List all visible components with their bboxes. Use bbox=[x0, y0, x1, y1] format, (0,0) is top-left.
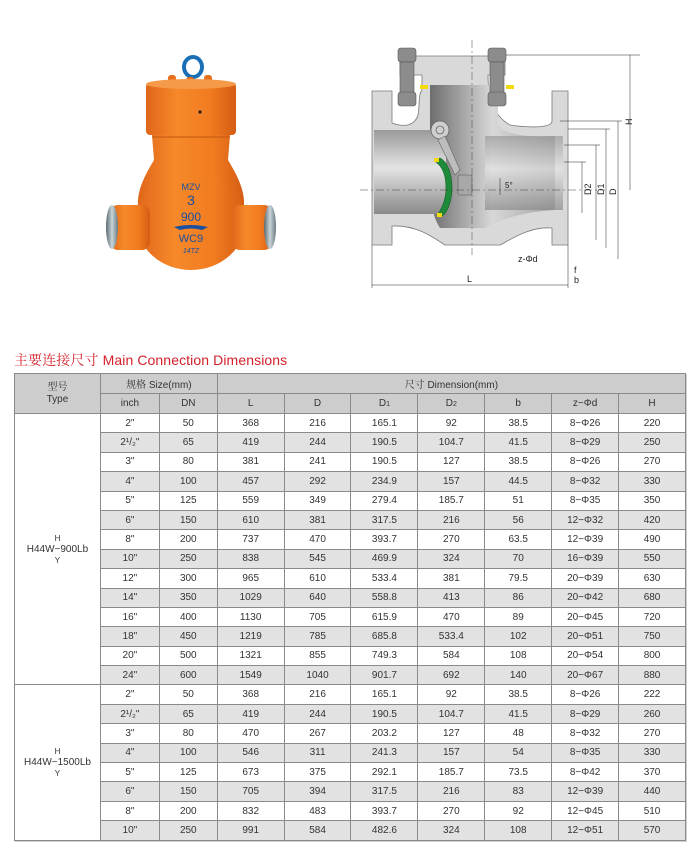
cell-b: 56 bbox=[485, 510, 552, 529]
cell-d2: 157 bbox=[418, 743, 485, 762]
cell-inch: 5" bbox=[100, 763, 159, 782]
cell-d1: 190.5 bbox=[351, 433, 418, 452]
cell-zd: 8−Φ26 bbox=[552, 452, 619, 471]
cell-h: 270 bbox=[619, 452, 686, 471]
cell-inch: 14" bbox=[100, 588, 159, 607]
cell-inch: 10" bbox=[100, 549, 159, 568]
cell-b: 70 bbox=[485, 549, 552, 568]
type-bottom: Y bbox=[54, 555, 61, 565]
cell-d1: 317.5 bbox=[351, 510, 418, 529]
cell-b: 38.5 bbox=[485, 414, 552, 433]
type-cell bbox=[15, 685, 101, 840]
cell-h: 630 bbox=[619, 569, 686, 588]
cell-dn: 125 bbox=[159, 491, 217, 510]
cell-dn: 350 bbox=[159, 588, 217, 607]
cell-dn: 80 bbox=[159, 724, 217, 743]
table-row bbox=[15, 472, 686, 491]
dimensions-table bbox=[14, 373, 686, 841]
header-d2: D2 bbox=[418, 394, 485, 414]
cell-d2: 104.7 bbox=[418, 433, 485, 452]
cell-inch: 2" bbox=[100, 685, 159, 704]
cell-d1: 393.7 bbox=[351, 530, 418, 549]
cell-d2: 127 bbox=[418, 724, 485, 743]
header-size: 规格 Size(mm) bbox=[100, 374, 217, 394]
cell-l: 368 bbox=[217, 685, 284, 704]
cell-b: 73.5 bbox=[485, 763, 552, 782]
cell-l: 470 bbox=[217, 724, 284, 743]
marking-material: WC9 bbox=[178, 233, 204, 245]
cell-inch: 18" bbox=[100, 627, 159, 646]
cell-zd: 12−Φ45 bbox=[552, 801, 619, 820]
header-d1: D1 bbox=[351, 394, 418, 414]
marking-class: 900 bbox=[180, 210, 202, 224]
cell-d: 216 bbox=[284, 685, 351, 704]
cell-zd: 20−Φ45 bbox=[552, 607, 619, 626]
cell-inch: 3" bbox=[100, 452, 159, 471]
cell-dn: 80 bbox=[159, 452, 217, 471]
cell-h: 570 bbox=[619, 821, 686, 840]
cell-d2: 92 bbox=[418, 414, 485, 433]
cell-zd: 12−Φ51 bbox=[552, 821, 619, 840]
cell-d1: 190.5 bbox=[351, 704, 418, 723]
cell-dn: 250 bbox=[159, 821, 217, 840]
cell-d2: 270 bbox=[418, 530, 485, 549]
cell-d1: 482.6 bbox=[351, 821, 418, 840]
table-row bbox=[15, 763, 686, 782]
cell-d1: 901.7 bbox=[351, 666, 418, 685]
cell-d1: 469.9 bbox=[351, 549, 418, 568]
dim-d-label: D bbox=[608, 188, 618, 195]
cell-l: 368 bbox=[217, 414, 284, 433]
cell-zd: 8−Φ32 bbox=[552, 472, 619, 491]
cell-l: 673 bbox=[217, 763, 284, 782]
cell-zd: 20−Φ54 bbox=[552, 646, 619, 665]
cell-b: 108 bbox=[485, 821, 552, 840]
cell-l: 838 bbox=[217, 549, 284, 568]
cell-d: 610 bbox=[284, 569, 351, 588]
cell-h: 490 bbox=[619, 530, 686, 549]
dim-d1-label: D1 bbox=[596, 183, 606, 195]
cell-d2: 470 bbox=[418, 607, 485, 626]
cell-inch: 8" bbox=[100, 530, 159, 549]
cell-zd: 8−Φ42 bbox=[552, 763, 619, 782]
cell-dn: 125 bbox=[159, 763, 217, 782]
cell-inch: 16" bbox=[100, 607, 159, 626]
cell-b: 92 bbox=[485, 801, 552, 820]
cell-l: 965 bbox=[217, 569, 284, 588]
cell-d1: 749.3 bbox=[351, 646, 418, 665]
cell-inch: 2¹/₂" bbox=[100, 704, 159, 723]
cell-l: 1130 bbox=[217, 607, 284, 626]
cell-dn: 400 bbox=[159, 607, 217, 626]
cell-dn: 150 bbox=[159, 510, 217, 529]
cell-dn: 200 bbox=[159, 530, 217, 549]
cell-d1: 165.1 bbox=[351, 414, 418, 433]
cell-b: 63.5 bbox=[485, 530, 552, 549]
cell-h: 880 bbox=[619, 666, 686, 685]
header-type bbox=[15, 374, 101, 414]
cell-d2: 692 bbox=[418, 666, 485, 685]
cell-d: 394 bbox=[284, 782, 351, 801]
cell-d1: 558.8 bbox=[351, 588, 418, 607]
cell-b: 140 bbox=[485, 666, 552, 685]
cell-inch: 4" bbox=[100, 472, 159, 491]
cell-d: 1040 bbox=[284, 666, 351, 685]
table-row bbox=[15, 646, 686, 665]
cell-dn: 100 bbox=[159, 472, 217, 491]
cell-l: 559 bbox=[217, 491, 284, 510]
valve-section-diagram bbox=[360, 30, 660, 300]
cell-dn: 500 bbox=[159, 646, 217, 665]
cell-d: 267 bbox=[284, 724, 351, 743]
cell-h: 222 bbox=[619, 685, 686, 704]
cell-d: 855 bbox=[284, 646, 351, 665]
cell-h: 350 bbox=[619, 491, 686, 510]
cell-l: 419 bbox=[217, 433, 284, 452]
cell-l: 1549 bbox=[217, 666, 284, 685]
marking-size: 3 bbox=[187, 192, 195, 208]
header-b: b bbox=[485, 394, 552, 414]
cell-dn: 50 bbox=[159, 414, 217, 433]
cell-zd: 20−Φ51 bbox=[552, 627, 619, 646]
cell-inch: 10" bbox=[100, 821, 159, 840]
cell-inch: 2" bbox=[100, 414, 159, 433]
cell-d: 244 bbox=[284, 704, 351, 723]
cell-inch: 8" bbox=[100, 801, 159, 820]
cell-l: 610 bbox=[217, 510, 284, 529]
cell-d: 381 bbox=[284, 510, 351, 529]
cell-dn: 65 bbox=[159, 433, 217, 452]
cell-zd: 8−Φ26 bbox=[552, 685, 619, 704]
type-top: H bbox=[54, 747, 61, 757]
type-bottom: Y bbox=[54, 769, 61, 779]
table-row bbox=[15, 588, 686, 607]
type-cell bbox=[15, 414, 101, 685]
cell-d: 785 bbox=[284, 627, 351, 646]
table-row bbox=[15, 530, 686, 549]
cell-zd: 8−Φ32 bbox=[552, 724, 619, 743]
table-row bbox=[15, 801, 686, 820]
cell-d: 244 bbox=[284, 433, 351, 452]
cell-inch: 3" bbox=[100, 724, 159, 743]
cell-zd: 16−Φ39 bbox=[552, 549, 619, 568]
cell-d: 311 bbox=[284, 743, 351, 762]
cell-d2: 216 bbox=[418, 510, 485, 529]
table-row bbox=[15, 627, 686, 646]
cell-d1: 279.4 bbox=[351, 491, 418, 510]
dim-b-label: b bbox=[574, 275, 580, 285]
cell-d2: 127 bbox=[418, 452, 485, 471]
cell-d2: 157 bbox=[418, 472, 485, 491]
table-row bbox=[15, 491, 686, 510]
table-row bbox=[15, 821, 686, 840]
cell-inch: 6" bbox=[100, 782, 159, 801]
cell-d: 375 bbox=[284, 763, 351, 782]
cell-l: 1321 bbox=[217, 646, 284, 665]
cell-inch: 4" bbox=[100, 743, 159, 762]
cell-inch: 5" bbox=[100, 491, 159, 510]
cell-d2: 92 bbox=[418, 685, 485, 704]
cell-dn: 300 bbox=[159, 569, 217, 588]
cell-b: 102 bbox=[485, 627, 552, 646]
cell-l: 419 bbox=[217, 704, 284, 723]
cell-d: 640 bbox=[284, 588, 351, 607]
table-row bbox=[15, 782, 686, 801]
cell-h: 370 bbox=[619, 763, 686, 782]
cell-b: 51 bbox=[485, 491, 552, 510]
table-row bbox=[15, 704, 686, 723]
cell-zd: 12−Φ39 bbox=[552, 782, 619, 801]
cell-d1: 190.5 bbox=[351, 452, 418, 471]
cell-inch: 2¹/₂" bbox=[100, 433, 159, 452]
cell-b: 44.5 bbox=[485, 472, 552, 491]
cell-d: 705 bbox=[284, 607, 351, 626]
table-row bbox=[15, 607, 686, 626]
cell-d2: 185.7 bbox=[418, 491, 485, 510]
cell-h: 250 bbox=[619, 433, 686, 452]
cell-d2: 584 bbox=[418, 646, 485, 665]
table-row bbox=[15, 666, 686, 685]
header-type-en: Type bbox=[46, 393, 69, 405]
table-row bbox=[15, 414, 686, 433]
cell-zd: 12−Φ39 bbox=[552, 530, 619, 549]
cell-d1: 685.8 bbox=[351, 627, 418, 646]
cell-h: 720 bbox=[619, 607, 686, 626]
table-row bbox=[15, 743, 686, 762]
cell-d1: 203.2 bbox=[351, 724, 418, 743]
cell-zd: 20−Φ42 bbox=[552, 588, 619, 607]
cell-d1: 317.5 bbox=[351, 782, 418, 801]
cell-zd: 20−Φ39 bbox=[552, 569, 619, 588]
cell-b: 38.5 bbox=[485, 685, 552, 704]
cell-dn: 50 bbox=[159, 685, 217, 704]
cell-dn: 450 bbox=[159, 627, 217, 646]
cell-l: 381 bbox=[217, 452, 284, 471]
cell-d: 545 bbox=[284, 549, 351, 568]
cell-d: 216 bbox=[284, 414, 351, 433]
cell-d1: 533.4 bbox=[351, 569, 418, 588]
cell-d2: 324 bbox=[418, 821, 485, 840]
cell-h: 330 bbox=[619, 472, 686, 491]
dim-l-label: L bbox=[467, 274, 473, 284]
cell-d2: 324 bbox=[418, 549, 485, 568]
cell-b: 41.5 bbox=[485, 433, 552, 452]
header-type-cn: 型号 bbox=[47, 381, 68, 393]
table-row bbox=[15, 685, 686, 704]
header-d: D bbox=[284, 394, 351, 414]
type-top: H bbox=[54, 533, 61, 543]
cell-inch: 6" bbox=[100, 510, 159, 529]
cell-d2: 104.7 bbox=[418, 704, 485, 723]
marking-heat: 14TZ bbox=[182, 248, 200, 255]
cell-l: 832 bbox=[217, 801, 284, 820]
cell-inch: 12" bbox=[100, 569, 159, 588]
cell-zd: 8−Φ35 bbox=[552, 743, 619, 762]
header-zd: z−Φd bbox=[552, 394, 619, 414]
table-row bbox=[15, 433, 686, 452]
cell-h: 220 bbox=[619, 414, 686, 433]
cell-l: 1029 bbox=[217, 588, 284, 607]
cell-l: 457 bbox=[217, 472, 284, 491]
cell-l: 546 bbox=[217, 743, 284, 762]
cell-dn: 200 bbox=[159, 801, 217, 820]
table-row bbox=[15, 569, 686, 588]
section-title: 主要连接尺寸 Main Connection Dimensions bbox=[14, 352, 288, 368]
cell-dn: 600 bbox=[159, 666, 217, 685]
cell-inch: 20" bbox=[100, 646, 159, 665]
cell-d: 292 bbox=[284, 472, 351, 491]
type-main: H44W−900Lb bbox=[26, 543, 89, 555]
header-h: H bbox=[619, 394, 686, 414]
cell-h: 270 bbox=[619, 724, 686, 743]
cell-b: 83 bbox=[485, 782, 552, 801]
cell-b: 89 bbox=[485, 607, 552, 626]
type-main: H44W−1500Lb bbox=[23, 757, 91, 769]
cell-dn: 250 bbox=[159, 549, 217, 568]
header-l: L bbox=[217, 394, 284, 414]
header-dn: DN bbox=[159, 394, 217, 414]
cell-d2: 413 bbox=[418, 588, 485, 607]
cell-d2: 270 bbox=[418, 801, 485, 820]
cell-b: 79.5 bbox=[485, 569, 552, 588]
cell-zd: 8−Φ29 bbox=[552, 433, 619, 452]
header-dimension: 尺寸 Dimension(mm) bbox=[217, 374, 685, 394]
cell-d: 483 bbox=[284, 801, 351, 820]
cell-h: 550 bbox=[619, 549, 686, 568]
cell-b: 38.5 bbox=[485, 452, 552, 471]
cell-b: 108 bbox=[485, 646, 552, 665]
dim-d2-label: D2 bbox=[583, 183, 593, 195]
cell-b: 48 bbox=[485, 724, 552, 743]
cell-b: 86 bbox=[485, 588, 552, 607]
cell-l: 1219 bbox=[217, 627, 284, 646]
bolt-hole-label: z-Φd bbox=[518, 254, 538, 264]
angle-label: 5° bbox=[505, 181, 513, 190]
cell-d: 241 bbox=[284, 452, 351, 471]
cell-d1: 393.7 bbox=[351, 801, 418, 820]
cell-h: 420 bbox=[619, 510, 686, 529]
cell-d2: 533.4 bbox=[418, 627, 485, 646]
cell-b: 54 bbox=[485, 743, 552, 762]
table-row bbox=[15, 724, 686, 743]
table-row bbox=[15, 452, 686, 471]
cell-d2: 381 bbox=[418, 569, 485, 588]
dim-f-label: f bbox=[574, 265, 577, 275]
table-row bbox=[15, 510, 686, 529]
table-row bbox=[15, 549, 686, 568]
cell-b: 41.5 bbox=[485, 704, 552, 723]
dim-h-label: H bbox=[624, 118, 634, 125]
cell-l: 991 bbox=[217, 821, 284, 840]
cell-d: 349 bbox=[284, 491, 351, 510]
cell-d1: 241.3 bbox=[351, 743, 418, 762]
cell-dn: 150 bbox=[159, 782, 217, 801]
cell-d1: 615.9 bbox=[351, 607, 418, 626]
cell-zd: 20−Φ67 bbox=[552, 666, 619, 685]
cell-zd: 8−Φ35 bbox=[552, 491, 619, 510]
cell-dn: 65 bbox=[159, 704, 217, 723]
cell-d2: 216 bbox=[418, 782, 485, 801]
cell-h: 750 bbox=[619, 627, 686, 646]
product-photo bbox=[90, 20, 290, 280]
cell-inch: 24" bbox=[100, 666, 159, 685]
cell-d: 584 bbox=[284, 821, 351, 840]
cell-h: 800 bbox=[619, 646, 686, 665]
cell-l: 737 bbox=[217, 530, 284, 549]
cell-l: 705 bbox=[217, 782, 284, 801]
cell-h: 330 bbox=[619, 743, 686, 762]
header-inch: inch bbox=[100, 394, 159, 414]
cell-h: 260 bbox=[619, 704, 686, 723]
cell-d1: 292.1 bbox=[351, 763, 418, 782]
cell-d: 470 bbox=[284, 530, 351, 549]
cell-h: 680 bbox=[619, 588, 686, 607]
cell-dn: 100 bbox=[159, 743, 217, 762]
cell-d2: 185.7 bbox=[418, 763, 485, 782]
cell-zd: 8−Φ29 bbox=[552, 704, 619, 723]
cell-h: 440 bbox=[619, 782, 686, 801]
cell-zd: 12−Φ32 bbox=[552, 510, 619, 529]
cell-h: 510 bbox=[619, 801, 686, 820]
marking-mzv: MZV bbox=[181, 182, 201, 192]
cell-d1: 165.1 bbox=[351, 685, 418, 704]
cell-d1: 234.9 bbox=[351, 472, 418, 491]
cell-zd: 8−Φ26 bbox=[552, 414, 619, 433]
